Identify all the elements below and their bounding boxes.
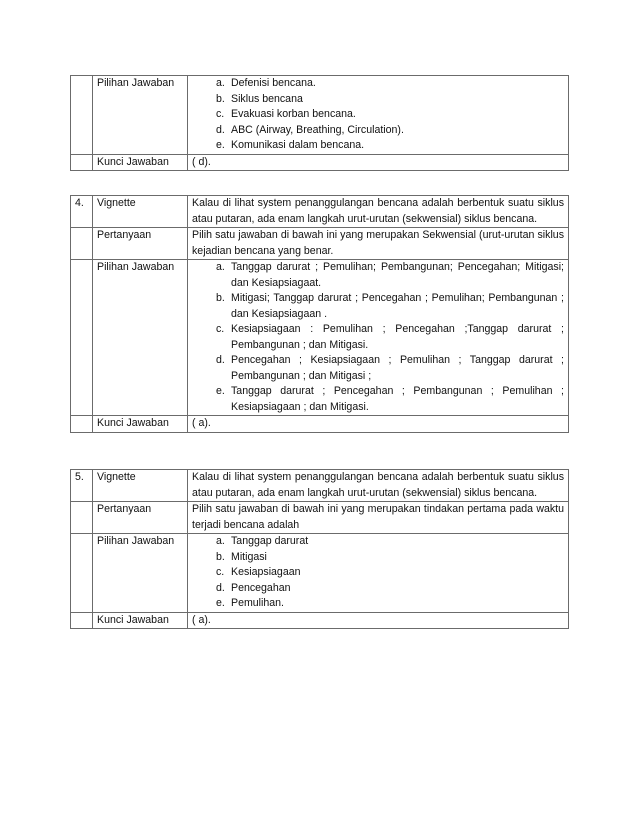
options-list: [192, 534, 564, 612]
question-row: [71, 228, 569, 260]
options-label: Pilihan Jawaban: [93, 260, 188, 416]
number-cell: [71, 612, 93, 629]
options-row: [71, 76, 569, 155]
answer-row: [71, 154, 569, 171]
option-a: a. Tanggap darurat: [216, 535, 309, 547]
option-e: e. Pemulihan.: [216, 597, 284, 609]
question-text: Pilih satu jawaban di bawah ini yang merupakan tindakan pertama pada waktu terjadi bencana adalah: [188, 502, 569, 534]
options-row: [71, 534, 569, 613]
answer-value: ( a).: [188, 612, 569, 629]
question-row: [71, 502, 569, 534]
options-label: Pilihan Jawaban: [93, 76, 188, 155]
question-number: 5.: [71, 470, 93, 502]
options-row: [71, 260, 569, 416]
number-cell: [71, 534, 93, 613]
option-a: a. Tanggap darurat ; Pemulihan; Pembangunan; Pencegahan; Mitigasi; dan Kesiapsiagaat.: [216, 261, 564, 289]
options-cell: [188, 76, 569, 155]
option-e: e. Komunikasi dalam bencana.: [216, 139, 365, 151]
option-e: e. Tanggap darurat ; Pencegahan ; Pembangunan ; Pemulihan ; Kesiapsiagaan ; dan Mitigasi.: [216, 385, 564, 413]
vignette-row: [71, 470, 569, 502]
option-c: c. Kesiapsiagaan : Pemulihan ; Pencegahan ;Tanggap darurat ; Pembangunan ; dan Mitigasi.: [216, 323, 564, 351]
option-b: b. Siklus bencana: [216, 92, 303, 105]
question-text: Pilih satu jawaban di bawah ini yang merupakan Sekwensial (urut-urutan siklus kejadian bencana yang benar.: [188, 228, 569, 260]
option-d: d. Pencegahan ; Kesiapsiagaan ; Pemulihan ; Tanggap darurat ; Pembangunan ; dan Mitigasi ;: [216, 354, 564, 382]
vignette-label: Vignette: [93, 196, 188, 228]
vignette-text: Kalau di lihat system penanggulangan bencana adalah berbentuk suatu siklus atau putaran, ada enam langkah urut-urutan (sekwensial) siklus bencana.: [188, 470, 569, 502]
option-c: c. Kesiapsiagaan: [216, 566, 301, 578]
answer-row: [71, 612, 569, 629]
vignette-label: Vignette: [93, 470, 188, 502]
number-cell: [71, 502, 93, 534]
vignette-row: [71, 196, 569, 228]
option-d: d. Pencegahan: [216, 581, 291, 594]
answer-label: Kunci Jawaban: [93, 416, 188, 433]
options-cell: [188, 534, 569, 613]
options-cell: [188, 260, 569, 416]
question-label: Pertanyaan: [93, 502, 188, 534]
vignette-text: Kalau di lihat system penanggulangan bencana adalah berbentuk suatu siklus atau putaran, ada enam langkah urut-urutan (sekwensial) siklus bencana.: [188, 196, 569, 228]
number-cell: [71, 260, 93, 416]
number-cell: [71, 416, 93, 433]
answer-label: Kunci Jawaban: [93, 154, 188, 171]
question-label: Pertanyaan: [93, 228, 188, 260]
number-cell: [71, 76, 93, 155]
options-list: [192, 76, 564, 154]
answer-label: Kunci Jawaban: [93, 612, 188, 629]
option-b: b. Mitigasi; Tanggap darurat ; Pencegahan ; Pemulihan; Pembangunan ; dan Kesiapsiagaan .: [216, 292, 564, 320]
question-number: 4.: [71, 196, 93, 228]
option-c: c. Evakuasi korban bencana.: [216, 108, 356, 120]
answer-value: ( a).: [188, 416, 569, 433]
number-cell: [71, 154, 93, 171]
options-list: [192, 260, 564, 415]
option-b: b. Mitigasi: [216, 550, 267, 563]
options-label: Pilihan Jawaban: [93, 534, 188, 613]
question-5-table: [70, 469, 569, 629]
answer-row: [71, 416, 569, 433]
answer-value: ( d).: [188, 154, 569, 171]
option-a: a. Defenisi bencana.: [216, 77, 316, 89]
question-3-table: [70, 75, 569, 171]
question-4-table: [70, 195, 569, 433]
option-d: d. ABC (Airway, Breathing, Circulation).: [216, 123, 404, 136]
number-cell: [71, 228, 93, 260]
